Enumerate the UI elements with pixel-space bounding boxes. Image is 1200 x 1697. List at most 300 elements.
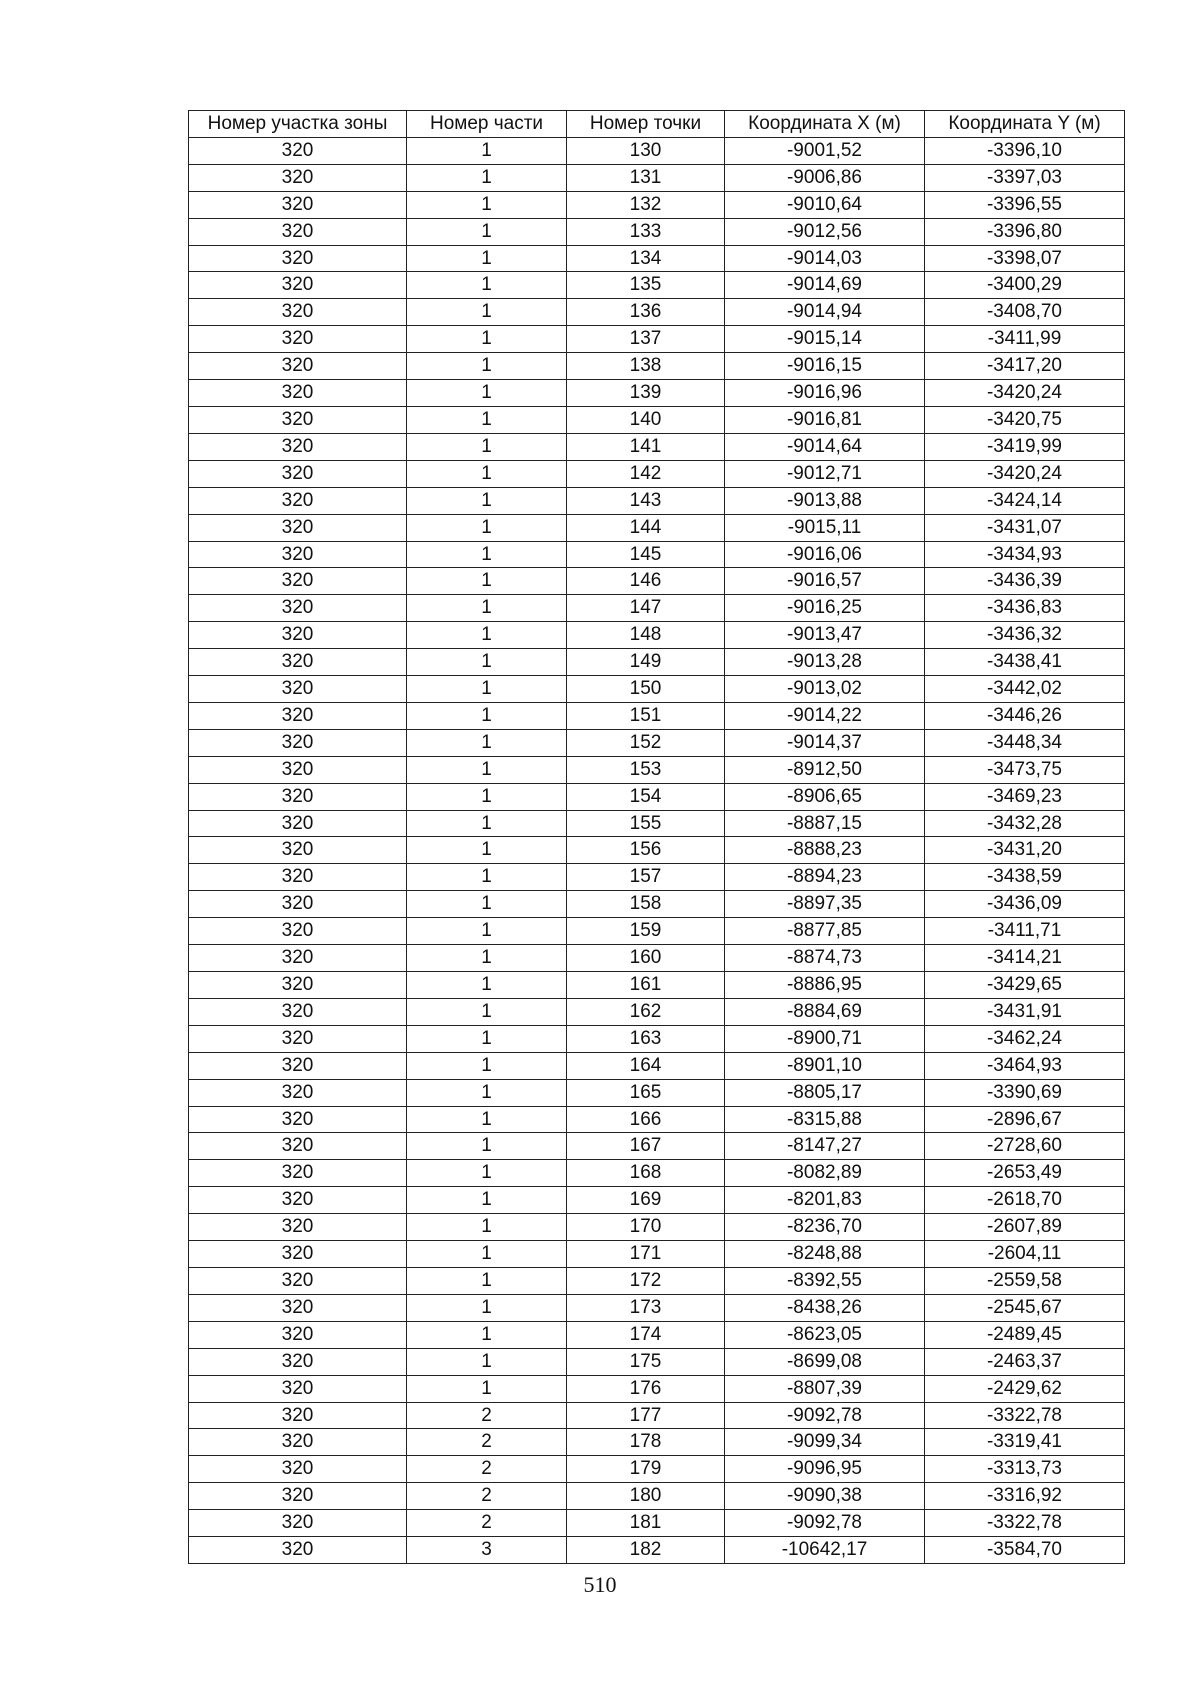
cell-point-number: 138	[567, 353, 725, 380]
cell-coordinate-y: -3396,10	[925, 137, 1125, 164]
cell-point-number: 161	[567, 972, 725, 999]
cell-coordinate-x: -8912,50	[725, 756, 925, 783]
cell-zone-section-number: 320	[189, 1429, 407, 1456]
cell-coordinate-y: -3432,28	[925, 810, 1125, 837]
cell-coordinate-y: -2618,70	[925, 1187, 1125, 1214]
table-row	[189, 353, 1125, 380]
cell-coordinate-y: -3436,39	[925, 568, 1125, 595]
cell-zone-section-number: 320	[189, 1510, 407, 1537]
cell-zone-section-number: 320	[189, 864, 407, 891]
table-row	[189, 1052, 1125, 1079]
cell-coordinate-x: -9092,78	[725, 1402, 925, 1429]
cell-coordinate-y: -3584,70	[925, 1537, 1125, 1564]
cell-point-number: 158	[567, 891, 725, 918]
cell-point-number: 150	[567, 676, 725, 703]
cell-part-number: 1	[407, 1106, 567, 1133]
cell-coordinate-y: -2463,37	[925, 1348, 1125, 1375]
cell-part-number: 1	[407, 891, 567, 918]
table-body	[189, 137, 1125, 1563]
cell-part-number: 1	[407, 191, 567, 218]
cell-coordinate-y: -3448,34	[925, 729, 1125, 756]
cell-coordinate-y: -3436,83	[925, 595, 1125, 622]
cell-zone-section-number: 320	[189, 164, 407, 191]
cell-coordinate-x: -8201,83	[725, 1187, 925, 1214]
cell-part-number: 1	[407, 380, 567, 407]
cell-coordinate-y: -3446,26	[925, 702, 1125, 729]
cell-zone-section-number: 320	[189, 972, 407, 999]
cell-part-number: 1	[407, 568, 567, 595]
cell-point-number: 167	[567, 1133, 725, 1160]
cell-zone-section-number: 320	[189, 406, 407, 433]
cell-zone-section-number: 320	[189, 433, 407, 460]
table-row	[189, 1294, 1125, 1321]
cell-point-number: 145	[567, 541, 725, 568]
cell-coordinate-x: -9014,64	[725, 433, 925, 460]
cell-part-number: 1	[407, 756, 567, 783]
cell-zone-section-number: 320	[189, 326, 407, 353]
cell-part-number: 1	[407, 1187, 567, 1214]
cell-zone-section-number: 320	[189, 1241, 407, 1268]
cell-part-number: 1	[407, 406, 567, 433]
cell-coordinate-y: -3469,23	[925, 783, 1125, 810]
cell-point-number: 181	[567, 1510, 725, 1537]
table-row	[189, 998, 1125, 1025]
cell-coordinate-x: -9014,37	[725, 729, 925, 756]
table-row	[189, 595, 1125, 622]
cell-part-number: 1	[407, 945, 567, 972]
cell-coordinate-y: -3442,02	[925, 676, 1125, 703]
cell-coordinate-y: -3431,07	[925, 514, 1125, 541]
cell-point-number: 176	[567, 1375, 725, 1402]
cell-zone-section-number: 320	[189, 649, 407, 676]
cell-coordinate-x: -8884,69	[725, 998, 925, 1025]
table-row	[189, 1025, 1125, 1052]
table-row	[189, 1456, 1125, 1483]
cell-coordinate-y: -2429,62	[925, 1375, 1125, 1402]
cell-part-number: 1	[407, 541, 567, 568]
cell-part-number: 1	[407, 1321, 567, 1348]
cell-part-number: 1	[407, 1267, 567, 1294]
cell-point-number: 139	[567, 380, 725, 407]
cell-part-number: 2	[407, 1456, 567, 1483]
cell-coordinate-x: -9013,47	[725, 622, 925, 649]
cell-coordinate-x: -8886,95	[725, 972, 925, 999]
cell-coordinate-x: -8894,23	[725, 864, 925, 891]
cell-zone-section-number: 320	[189, 1214, 407, 1241]
cell-part-number: 1	[407, 1241, 567, 1268]
table-row	[189, 756, 1125, 783]
cell-zone-section-number: 320	[189, 998, 407, 1025]
cell-coordinate-y: -3420,24	[925, 460, 1125, 487]
table-row	[189, 649, 1125, 676]
cell-point-number: 148	[567, 622, 725, 649]
table-row	[189, 541, 1125, 568]
cell-coordinate-y: -3434,93	[925, 541, 1125, 568]
cell-zone-section-number: 320	[189, 272, 407, 299]
cell-zone-section-number: 320	[189, 783, 407, 810]
table-row	[189, 326, 1125, 353]
table-row	[189, 1106, 1125, 1133]
coordinates-table	[188, 110, 1125, 1564]
cell-coordinate-x: -8805,17	[725, 1079, 925, 1106]
cell-coordinate-y: -3429,65	[925, 972, 1125, 999]
header-zone-section-number: Номер участка зоны	[189, 111, 407, 138]
cell-point-number: 169	[567, 1187, 725, 1214]
cell-zone-section-number: 320	[189, 1025, 407, 1052]
cell-coordinate-y: -2728,60	[925, 1133, 1125, 1160]
cell-part-number: 1	[407, 1214, 567, 1241]
cell-point-number: 134	[567, 245, 725, 272]
cell-coordinate-y: -3322,78	[925, 1402, 1125, 1429]
cell-part-number: 1	[407, 460, 567, 487]
cell-point-number: 149	[567, 649, 725, 676]
cell-coordinate-x: -9016,96	[725, 380, 925, 407]
cell-point-number: 154	[567, 783, 725, 810]
cell-zone-section-number: 320	[189, 1160, 407, 1187]
cell-coordinate-y: -2896,67	[925, 1106, 1125, 1133]
table-row	[189, 245, 1125, 272]
table-row	[189, 622, 1125, 649]
cell-part-number: 3	[407, 1537, 567, 1564]
cell-coordinate-y: -3438,41	[925, 649, 1125, 676]
cell-zone-section-number: 320	[189, 918, 407, 945]
cell-zone-section-number: 320	[189, 487, 407, 514]
table-row	[189, 676, 1125, 703]
cell-coordinate-x: -9014,69	[725, 272, 925, 299]
cell-part-number: 1	[407, 918, 567, 945]
cell-zone-section-number: 320	[189, 1106, 407, 1133]
cell-zone-section-number: 320	[189, 1402, 407, 1429]
table-row	[189, 1214, 1125, 1241]
cell-coordinate-y: -2489,45	[925, 1321, 1125, 1348]
cell-zone-section-number: 320	[189, 729, 407, 756]
table-row	[189, 810, 1125, 837]
table-row	[189, 191, 1125, 218]
cell-point-number: 155	[567, 810, 725, 837]
cell-zone-section-number: 320	[189, 1079, 407, 1106]
cell-part-number: 1	[407, 299, 567, 326]
cell-coordinate-y: -2604,11	[925, 1241, 1125, 1268]
cell-part-number: 1	[407, 837, 567, 864]
header-part-number: Номер части	[407, 111, 567, 138]
table-row	[189, 729, 1125, 756]
cell-coordinate-x: -9090,38	[725, 1483, 925, 1510]
cell-part-number: 1	[407, 1133, 567, 1160]
cell-coordinate-y: -3424,14	[925, 487, 1125, 514]
cell-zone-section-number: 320	[189, 1294, 407, 1321]
cell-part-number: 1	[407, 353, 567, 380]
cell-coordinate-x: -9015,14	[725, 326, 925, 353]
table-row	[189, 891, 1125, 918]
cell-coordinate-x: -9013,28	[725, 649, 925, 676]
cell-point-number: 159	[567, 918, 725, 945]
cell-part-number: 1	[407, 487, 567, 514]
cell-zone-section-number: 320	[189, 1187, 407, 1214]
cell-part-number: 2	[407, 1402, 567, 1429]
cell-coordinate-x: -8236,70	[725, 1214, 925, 1241]
cell-coordinate-y: -3419,99	[925, 433, 1125, 460]
header-coordinate-y: Координата Y (м)	[925, 111, 1125, 138]
cell-zone-section-number: 320	[189, 622, 407, 649]
cell-zone-section-number: 320	[189, 568, 407, 595]
cell-point-number: 143	[567, 487, 725, 514]
cell-zone-section-number: 320	[189, 353, 407, 380]
cell-part-number: 1	[407, 137, 567, 164]
cell-coordinate-x: -8438,26	[725, 1294, 925, 1321]
cell-coordinate-y: -3462,24	[925, 1025, 1125, 1052]
cell-point-number: 173	[567, 1294, 725, 1321]
cell-coordinate-y: -3411,99	[925, 326, 1125, 353]
cell-part-number: 1	[407, 729, 567, 756]
table-row	[189, 380, 1125, 407]
cell-part-number: 2	[407, 1429, 567, 1456]
cell-zone-section-number: 320	[189, 1483, 407, 1510]
cell-point-number: 153	[567, 756, 725, 783]
cell-part-number: 1	[407, 649, 567, 676]
cell-coordinate-x: -8623,05	[725, 1321, 925, 1348]
table-header-row	[189, 111, 1125, 138]
cell-point-number: 151	[567, 702, 725, 729]
cell-part-number: 1	[407, 514, 567, 541]
table-row	[189, 1375, 1125, 1402]
cell-point-number: 160	[567, 945, 725, 972]
cell-point-number: 179	[567, 1456, 725, 1483]
cell-part-number: 1	[407, 1294, 567, 1321]
cell-point-number: 162	[567, 998, 725, 1025]
cell-zone-section-number: 320	[189, 460, 407, 487]
cell-point-number: 146	[567, 568, 725, 595]
cell-coordinate-y: -3322,78	[925, 1510, 1125, 1537]
table-row	[189, 1510, 1125, 1537]
cell-coordinate-y: -3397,03	[925, 164, 1125, 191]
cell-coordinate-y: -3417,20	[925, 353, 1125, 380]
cell-part-number: 1	[407, 326, 567, 353]
cell-point-number: 142	[567, 460, 725, 487]
cell-coordinate-x: -9016,15	[725, 353, 925, 380]
cell-coordinate-x: -9016,25	[725, 595, 925, 622]
cell-part-number: 1	[407, 595, 567, 622]
cell-point-number: 178	[567, 1429, 725, 1456]
cell-coordinate-y: -3411,71	[925, 918, 1125, 945]
table-row	[189, 972, 1125, 999]
table-row	[189, 1079, 1125, 1106]
table-row	[189, 1483, 1125, 1510]
cell-coordinate-y: -3408,70	[925, 299, 1125, 326]
cell-coordinate-x: -8877,85	[725, 918, 925, 945]
table-row	[189, 1321, 1125, 1348]
table-row	[189, 783, 1125, 810]
cell-coordinate-x: -9012,56	[725, 218, 925, 245]
table-row	[189, 1133, 1125, 1160]
cell-point-number: 131	[567, 164, 725, 191]
cell-coordinate-x: -9013,88	[725, 487, 925, 514]
cell-zone-section-number: 320	[189, 541, 407, 568]
cell-coordinate-x: -9016,57	[725, 568, 925, 595]
cell-zone-section-number: 320	[189, 137, 407, 164]
table-row	[189, 1537, 1125, 1564]
cell-coordinate-y: -3473,75	[925, 756, 1125, 783]
table-row	[189, 1241, 1125, 1268]
cell-point-number: 137	[567, 326, 725, 353]
cell-point-number: 132	[567, 191, 725, 218]
cell-part-number: 1	[407, 622, 567, 649]
cell-zone-section-number: 320	[189, 702, 407, 729]
cell-coordinate-x: -9016,81	[725, 406, 925, 433]
table-row	[189, 406, 1125, 433]
table-row	[189, 514, 1125, 541]
cell-point-number: 130	[567, 137, 725, 164]
cell-coordinate-x: -9096,95	[725, 1456, 925, 1483]
cell-coordinate-x: -8248,88	[725, 1241, 925, 1268]
table-row	[189, 433, 1125, 460]
table-row	[189, 218, 1125, 245]
cell-zone-section-number: 320	[189, 1375, 407, 1402]
cell-point-number: 170	[567, 1214, 725, 1241]
cell-coordinate-x: -9014,03	[725, 245, 925, 272]
cell-coordinate-x: -8082,89	[725, 1160, 925, 1187]
cell-coordinate-y: -3431,20	[925, 837, 1125, 864]
cell-coordinate-y: -3396,80	[925, 218, 1125, 245]
cell-point-number: 136	[567, 299, 725, 326]
cell-zone-section-number: 320	[189, 676, 407, 703]
cell-part-number: 1	[407, 1348, 567, 1375]
cell-coordinate-x: -8900,71	[725, 1025, 925, 1052]
cell-part-number: 2	[407, 1483, 567, 1510]
table-row	[189, 837, 1125, 864]
cell-part-number: 1	[407, 218, 567, 245]
cell-coordinate-y: -2607,89	[925, 1214, 1125, 1241]
cell-coordinate-y: -3396,55	[925, 191, 1125, 218]
cell-coordinate-x: -8699,08	[725, 1348, 925, 1375]
cell-point-number: 180	[567, 1483, 725, 1510]
table-row	[189, 1402, 1125, 1429]
cell-point-number: 172	[567, 1267, 725, 1294]
cell-point-number: 141	[567, 433, 725, 460]
table-row	[189, 164, 1125, 191]
cell-zone-section-number: 320	[189, 380, 407, 407]
cell-coordinate-x: -9010,64	[725, 191, 925, 218]
cell-zone-section-number: 320	[189, 837, 407, 864]
cell-coordinate-x: -9006,86	[725, 164, 925, 191]
cell-part-number: 1	[407, 702, 567, 729]
cell-coordinate-x: -8315,88	[725, 1106, 925, 1133]
cell-coordinate-y: -2653,49	[925, 1160, 1125, 1187]
cell-part-number: 1	[407, 1160, 567, 1187]
cell-zone-section-number: 320	[189, 1348, 407, 1375]
cell-part-number: 1	[407, 1025, 567, 1052]
cell-coordinate-x: -9013,02	[725, 676, 925, 703]
cell-zone-section-number: 320	[189, 218, 407, 245]
cell-coordinate-y: -3313,73	[925, 1456, 1125, 1483]
cell-coordinate-x: -8874,73	[725, 945, 925, 972]
cell-point-number: 175	[567, 1348, 725, 1375]
cell-zone-section-number: 320	[189, 1052, 407, 1079]
cell-point-number: 147	[567, 595, 725, 622]
cell-point-number: 171	[567, 1241, 725, 1268]
cell-coordinate-x: -8901,10	[725, 1052, 925, 1079]
cell-point-number: 163	[567, 1025, 725, 1052]
cell-point-number: 168	[567, 1160, 725, 1187]
cell-coordinate-y: -2545,67	[925, 1294, 1125, 1321]
cell-zone-section-number: 320	[189, 810, 407, 837]
cell-point-number: 133	[567, 218, 725, 245]
cell-coordinate-x: -8392,55	[725, 1267, 925, 1294]
table-row	[189, 272, 1125, 299]
cell-part-number: 1	[407, 1079, 567, 1106]
cell-coordinate-y: -3436,32	[925, 622, 1125, 649]
cell-point-number: 165	[567, 1079, 725, 1106]
cell-point-number: 144	[567, 514, 725, 541]
cell-coordinate-y: -3400,29	[925, 272, 1125, 299]
cell-point-number: 166	[567, 1106, 725, 1133]
cell-coordinate-x: -8888,23	[725, 837, 925, 864]
cell-coordinate-y: -3414,21	[925, 945, 1125, 972]
cell-coordinate-y: -3464,93	[925, 1052, 1125, 1079]
cell-point-number: 140	[567, 406, 725, 433]
page-number: 510	[583, 1572, 617, 1597]
table-row	[189, 702, 1125, 729]
cell-coordinate-x: -8897,35	[725, 891, 925, 918]
cell-zone-section-number: 320	[189, 1267, 407, 1294]
cell-coordinate-y: -3319,41	[925, 1429, 1125, 1456]
table-row	[189, 1160, 1125, 1187]
cell-coordinate-y: -2559,58	[925, 1267, 1125, 1294]
cell-point-number: 177	[567, 1402, 725, 1429]
cell-point-number: 157	[567, 864, 725, 891]
cell-part-number: 1	[407, 245, 567, 272]
cell-coordinate-x: -9099,34	[725, 1429, 925, 1456]
cell-coordinate-x: -8887,15	[725, 810, 925, 837]
cell-part-number: 1	[407, 1375, 567, 1402]
cell-point-number: 164	[567, 1052, 725, 1079]
cell-coordinate-y: -3436,09	[925, 891, 1125, 918]
cell-coordinate-x: -9001,52	[725, 137, 925, 164]
cell-part-number: 1	[407, 676, 567, 703]
cell-zone-section-number: 320	[189, 1456, 407, 1483]
cell-zone-section-number: 320	[189, 1537, 407, 1564]
cell-part-number: 1	[407, 783, 567, 810]
cell-zone-section-number: 320	[189, 891, 407, 918]
cell-part-number: 1	[407, 164, 567, 191]
cell-part-number: 1	[407, 810, 567, 837]
cell-coordinate-y: -3420,24	[925, 380, 1125, 407]
cell-coordinate-x: -8147,27	[725, 1133, 925, 1160]
cell-coordinate-y: -3398,07	[925, 245, 1125, 272]
cell-coordinate-x: -9092,78	[725, 1510, 925, 1537]
table-row	[189, 487, 1125, 514]
cell-point-number: 156	[567, 837, 725, 864]
table-row	[189, 1429, 1125, 1456]
cell-part-number: 1	[407, 433, 567, 460]
header-point-number: Номер точки	[567, 111, 725, 138]
cell-zone-section-number: 320	[189, 595, 407, 622]
cell-part-number: 1	[407, 998, 567, 1025]
cell-zone-section-number: 320	[189, 756, 407, 783]
cell-zone-section-number: 320	[189, 514, 407, 541]
cell-zone-section-number: 320	[189, 945, 407, 972]
cell-coordinate-y: -3420,75	[925, 406, 1125, 433]
cell-coordinate-x: -8807,39	[725, 1375, 925, 1402]
cell-zone-section-number: 320	[189, 191, 407, 218]
table-row	[189, 460, 1125, 487]
header-coordinate-x: Координата X (м)	[725, 111, 925, 138]
cell-coordinate-x: -8906,65	[725, 783, 925, 810]
table-row	[189, 1187, 1125, 1214]
cell-point-number: 182	[567, 1537, 725, 1564]
table-row	[189, 299, 1125, 326]
cell-part-number: 1	[407, 972, 567, 999]
table-row	[189, 1348, 1125, 1375]
